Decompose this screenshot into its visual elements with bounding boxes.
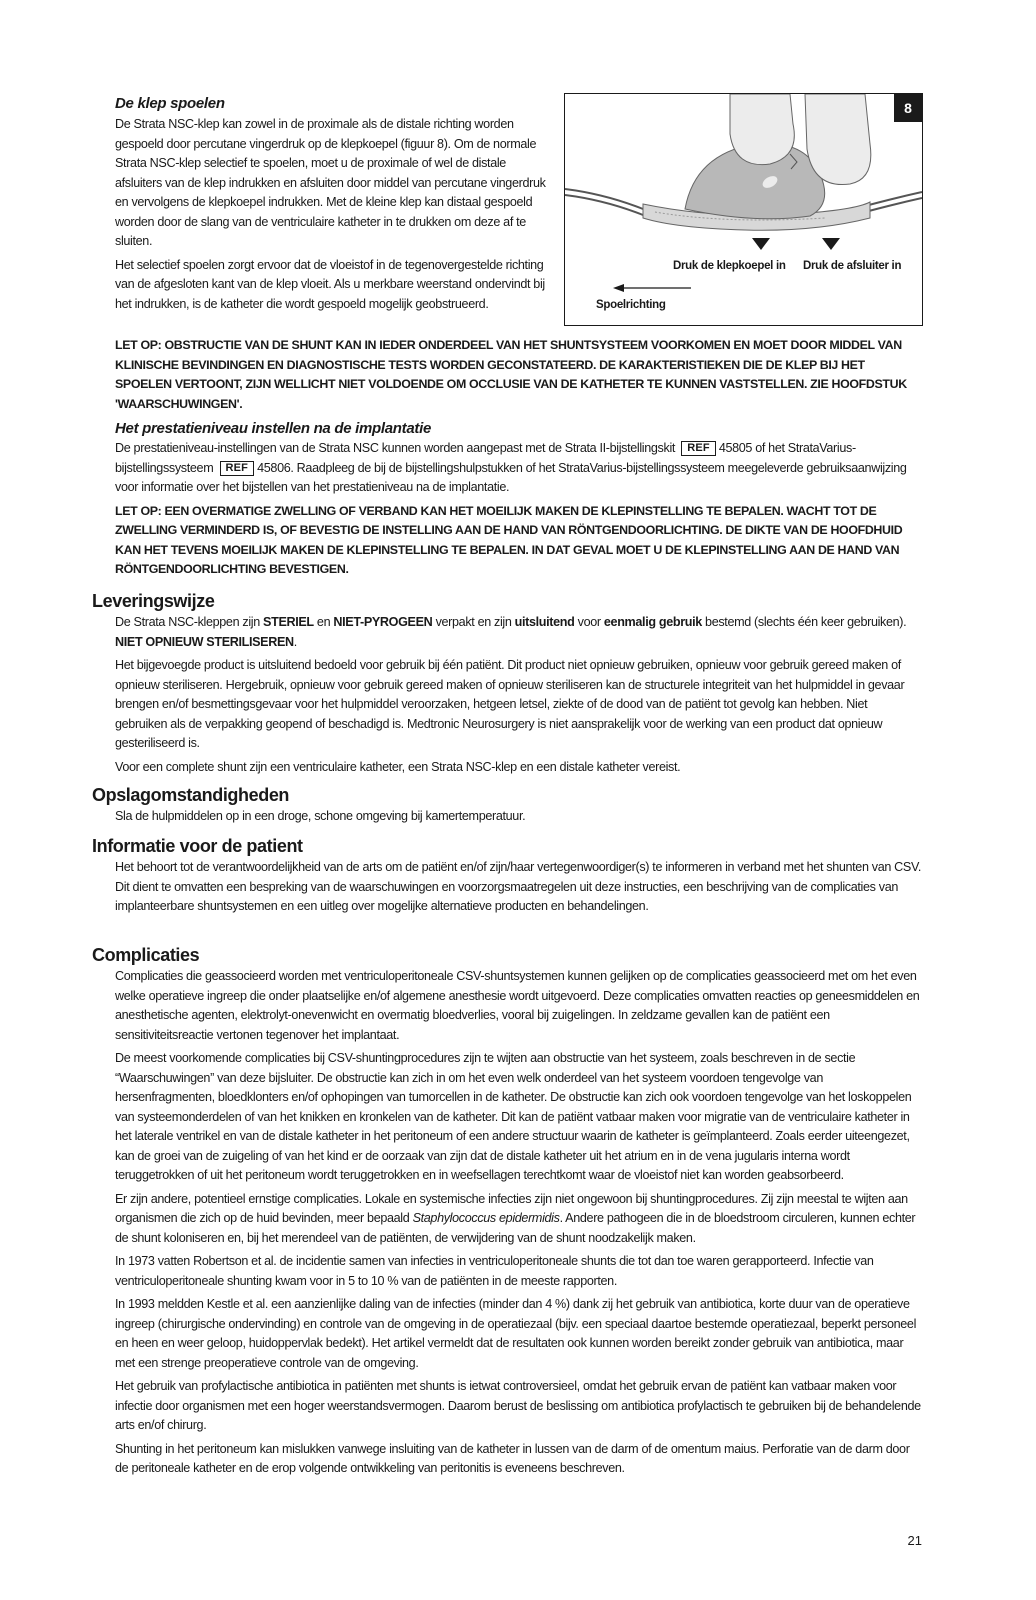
section-adjust (115, 420, 923, 584)
section-complications (92, 945, 922, 1479)
section-flush (115, 95, 555, 314)
figure-number-badge: 8 (894, 94, 922, 122)
paragraph: Het gebruik van profylactische antibiotica in patiënten met shunts is ietwat controversieel, omdat het gebruik ervan de patiënt kan vatbaar maken voor infectie door organismen met een hoger weerstandsvermogen. Daarom berust de beslissing om antibiotica profylactisch te gebruiken bij de behandelende arts en/of chirurg. (115, 1379, 921, 1432)
paragraph (115, 439, 923, 498)
text-run: verpakt en zijn (432, 615, 515, 629)
paragraph (115, 1190, 922, 1249)
paragraph: Complicaties die geassocieerd worden met ventriculoperitoneale CSV-shuntsystemen kunnen gelijken op de complicaties geassocieerd met om het even welke operatieve ingreep die onder plaatselijke en/of algemene anesthesie wordt uitgevoerd. Deze complicaties omvatten reacties op geneesmiddelen en anesthetische agenten, elektrolyt-onevenwicht en overmatig bloedverlies, vooral bij zuigelingen. In zeldzame gevallen kan de patiënt een sensitiviteitsreactie vertonen tegenover het implantaat. (115, 969, 920, 1042)
text-run: uitsluitend (514, 615, 575, 629)
paragraph: Het bijgevoegde product is uitsluitend bedoeld voor gebruik bij één patiënt. Dit product niet opnieuw gebruiken, opnieuw voor gebruik gereed maken of opnieuw steriliseren. Hergebruik, opnieuw voor gebruik gereed maken of opnieuw steriliseren kan de structurele integriteit van het hulpmiddel in gevaar brengen en/of besmettingsgevaar voor het hulpmiddel veroorzaken, hetgeen letsel, ziekte of de dood van de patiënt tot gevolg kan hebben. Niet gebruiken als de verpakking geopend of beschadigd is. Medtronic Neurosurgery is niet aansprakelijk voor de werking van een product dat opnieuw gesteriliseerd is. (115, 658, 905, 750)
paragraph: Het behoort tot de verantwoordelijkheid van de arts om de patiënt en/of zijn/haar vertegenwoordiger(s) te informeren in verband met het shunten van CSV. Dit dient te omvatten een bespreking van de waarschuwingen en voorzorgsmaatregelen uit deze instructies, een beschrijving van de complicaties van implanteerbare shuntsystemen en een uitleg over mogelijke alternatieve producten en behandelingen. (115, 860, 922, 913)
text-run: 45805 of het StrataVarius-bijstellingssysteem (115, 441, 856, 475)
paragraph: Voor een complete shunt zijn een ventriculaire katheter, een Strata NSC-klep en een distale katheter vereist. (115, 759, 681, 774)
text-run: eenmalig gebruik (603, 615, 702, 629)
section-heading: Informatie voor de patient (92, 836, 303, 856)
section-heading: Opslagomstandigheden (92, 785, 290, 805)
press-dome-arrow (752, 238, 770, 250)
text-run: NIET OPNIEUW STERILISEREN (115, 634, 294, 649)
label-press-occluder: Druk de afsluiter in (803, 260, 902, 272)
section-supply (92, 591, 922, 777)
text-run: . (293, 634, 297, 649)
label-press-dome: Druk de klepkoepel in (673, 260, 786, 272)
section-heading: De klep spoelen (115, 95, 225, 112)
caution-text: LET OP: OBSTRUCTIE VAN DE SHUNT KAN IN IEDER ONDERDEEL VAN HET SHUNTSYSTEEM VOORKOMEN EN MOET DOOR MIDDEL VAN KLINISCHE BEVINDINGEN EN DIAGNOSTISCHE TESTS WORDEN GECONSTATEERD. DE KARAKTERISTIEKEN DIE DE KLEP BIJ HET SPOELEN VERTOONT, ZIJN WELLICHT NIET VOLDOENDE OM OCCLUSIE VAN DE KATHETER TE KUNNEN VASTSTELLEN. ZIE HOOFDSTUK 'WAARSCHUWINGEN'. (115, 338, 907, 411)
text-run: De Strata NSC-kleppen zijn (115, 615, 264, 629)
text-run: en (313, 615, 334, 629)
paragraph: De Strata NSC-klep kan zowel in de proximale als de distale richting worden gespoeld door percutane vingerdruk op de klepkoepel (figuur 8). Om de normale Strata NSC-klep selectief te spoelen, moet u de proximale of wel de distale afsluiters van de klep indrukken en afsluiten door middel van percutane vingerdruk en vervolgens de klepkoepel indrukken. Met de kleine klep kan distaal gespoeld worden door de slang van de ventriculaire katheter in te drukken om deze af te sluiten. (115, 117, 546, 248)
text-run: 45806. Raadpleeg de bij de bijstellingshulpstukken of het StrataVarius-bijstellingssysteem meegeleverde gebruiksaanwijzing voor informatie over het bijstellen van het prestatieniveau na de implantatie. (115, 460, 907, 494)
text-run: voor (574, 615, 604, 629)
paragraph: De meest voorkomende complicaties bij CSV-shuntingprocedures zijn te wijten aan obstructie van het systeem, zoals beschreven in de sectie “Waarschuwingen” van deze bijsluiter. De obstructie kan zich in om het even welk onderdeel van het systeem voordoen tengevolge van hersenfragmenten, bloedklonters en/of ophopingen van tumorcellen in de katheter. De obstructie kan zich ook voordoen tengevolge van het loskoppelen van systeemonderdelen of van het knikken en kronkelen van de katheter. Dit kan de patiënt vatbaar maken voor migratie van de ventriculaire katheter in het laterale ventrikel en van de distale katheter in het peritoneum of een andere structuur waarin de katheter is geïmplanteerd. Zoals eerder uiteengezet, kan de groei van de zuigeling of van het kind er de oorzaak van zijn dat de distale katheter uit het atrium en in de vena jugularis interna wordt teruggetrokken of uit het peritoneum wordt teruggetrokken en in weefsellagen terechtkomt waar de vloeistof niet kan worden geabsorbeerd. (115, 1051, 912, 1182)
paragraph (115, 613, 922, 652)
section-patient (92, 836, 922, 917)
caution-flush (115, 336, 920, 414)
page-number: 21 (907, 1533, 922, 1548)
text-run: NIET-PYROGEEN (333, 615, 433, 629)
ref-symbol: REF (220, 461, 255, 476)
press-occluder-arrow (822, 238, 840, 250)
text-run: De prestatieniveau-instellingen van de Strata NSC kunnen worden aangepast met de Strata II-bijstellingskit (115, 441, 676, 455)
text-run: Er zijn andere, potentieel ernstige complicaties. Lokale en systemische infecties zijn niet ongewoon bij shuntingprocedures. Zij zijn meestal te wijten aan organismen die zich op de huid bevinden, meer bepaald (115, 1191, 908, 1225)
paragraph: In 1993 meldden Kestle et al. een aanzienlijke daling van de infecties (minder dan 4 %) dank zij het gebruik van antibiotica, korte duur van de operatieve ingreep (chirurgische ondervinding) en controle van de omgeving in de operatiezaal (bijv. een speciaal daartoe bestemde operatiezaal, beperkt personeel en heen en weer geloop, huidoppervlak bedekt). Het artikel vermeldt dat de resultaten ook kunnen worden bereikt zonder gebruik van antibiotica, maar met een strenge preoperatieve controle van de omgeving. (115, 1297, 917, 1370)
paragraph: In 1973 vatten Robertson et al. de incidentie samen van infecties in ventriculoperitoneale shunts die tot dan toe waren gerapporteerd. Infectie van ventriculoperitoneale shunting kwam voor in 5 to 10 % van de patiënten in de meeste rapporten. (115, 1254, 874, 1288)
caution-text: LET OP: EEN OVERMATIGE ZWELLING OF VERBAND KAN HET MOEILIJK MAKEN DE KLEPINSTELLING TE BEPALEN. WACHT TOT DE ZWELLING VERMINDERD IS, OF BEVESTIG DE INSTELLING AAN DE HAND VAN RÖNTGENDOORLICHTING. DE DIKTE VAN DE HOOFDHUID KAN HET TEVENS MOEILIJK MAKEN DE KLEPINSTELLING TE BEPALEN. IN DAT GEVAL MOET U DE KLEPINSTELLING AAN DE HAND VAN RÖNTGENDOORLICHTING BEVESTIGEN. (115, 503, 903, 576)
paragraph: Het selectief spoelen zorgt ervoor dat de vloeistof in de tegenovergestelde richting van de afgesloten kant van de klep vloeit. Als u merkbare weerstand ondervindt bij het indrukken, is de katheter die wordt gespoeld mogelijk geobstrueerd. (115, 257, 545, 311)
paragraph: Sla de hulpmiddelen op in een droge, schone omgeving bij kamertemperatuur. (115, 809, 526, 823)
text-run: bestemd (slechts één keer gebruiken). (701, 615, 907, 629)
section-heading: Complicaties (92, 945, 200, 965)
section-storage (92, 785, 922, 827)
section-heading: Het prestatieniveau instellen na de implantatie (115, 420, 431, 437)
paragraph: Shunting in het peritoneum kan mislukken vanwege insluiting van de katheter in lussen van de darm of de omentum maius. Perforatie van de darm door de peritoneale katheter en de erop volgende ontwikkeling van peritonitis is eveneens beschreven. (115, 1441, 910, 1475)
label-flush-direction: Spoelrichting (596, 299, 666, 311)
figure-8 (564, 93, 923, 326)
section-heading: Leveringswijze (92, 591, 215, 611)
ref-symbol: REF (681, 441, 716, 456)
text-run: STERIEL (263, 615, 314, 629)
flush-direction-arrow (613, 282, 693, 294)
valve-illustration (565, 94, 922, 274)
text-run: . Andere pathogeen die in de bloedstroom circuleren, kunnen echter de shunt koloniseren en, bij het merendeel van de patiënten, de verwijdering van de shunt noodzakelijk maken. (115, 1211, 916, 1245)
species-name: Staphylococcus epidermidis (412, 1211, 560, 1225)
